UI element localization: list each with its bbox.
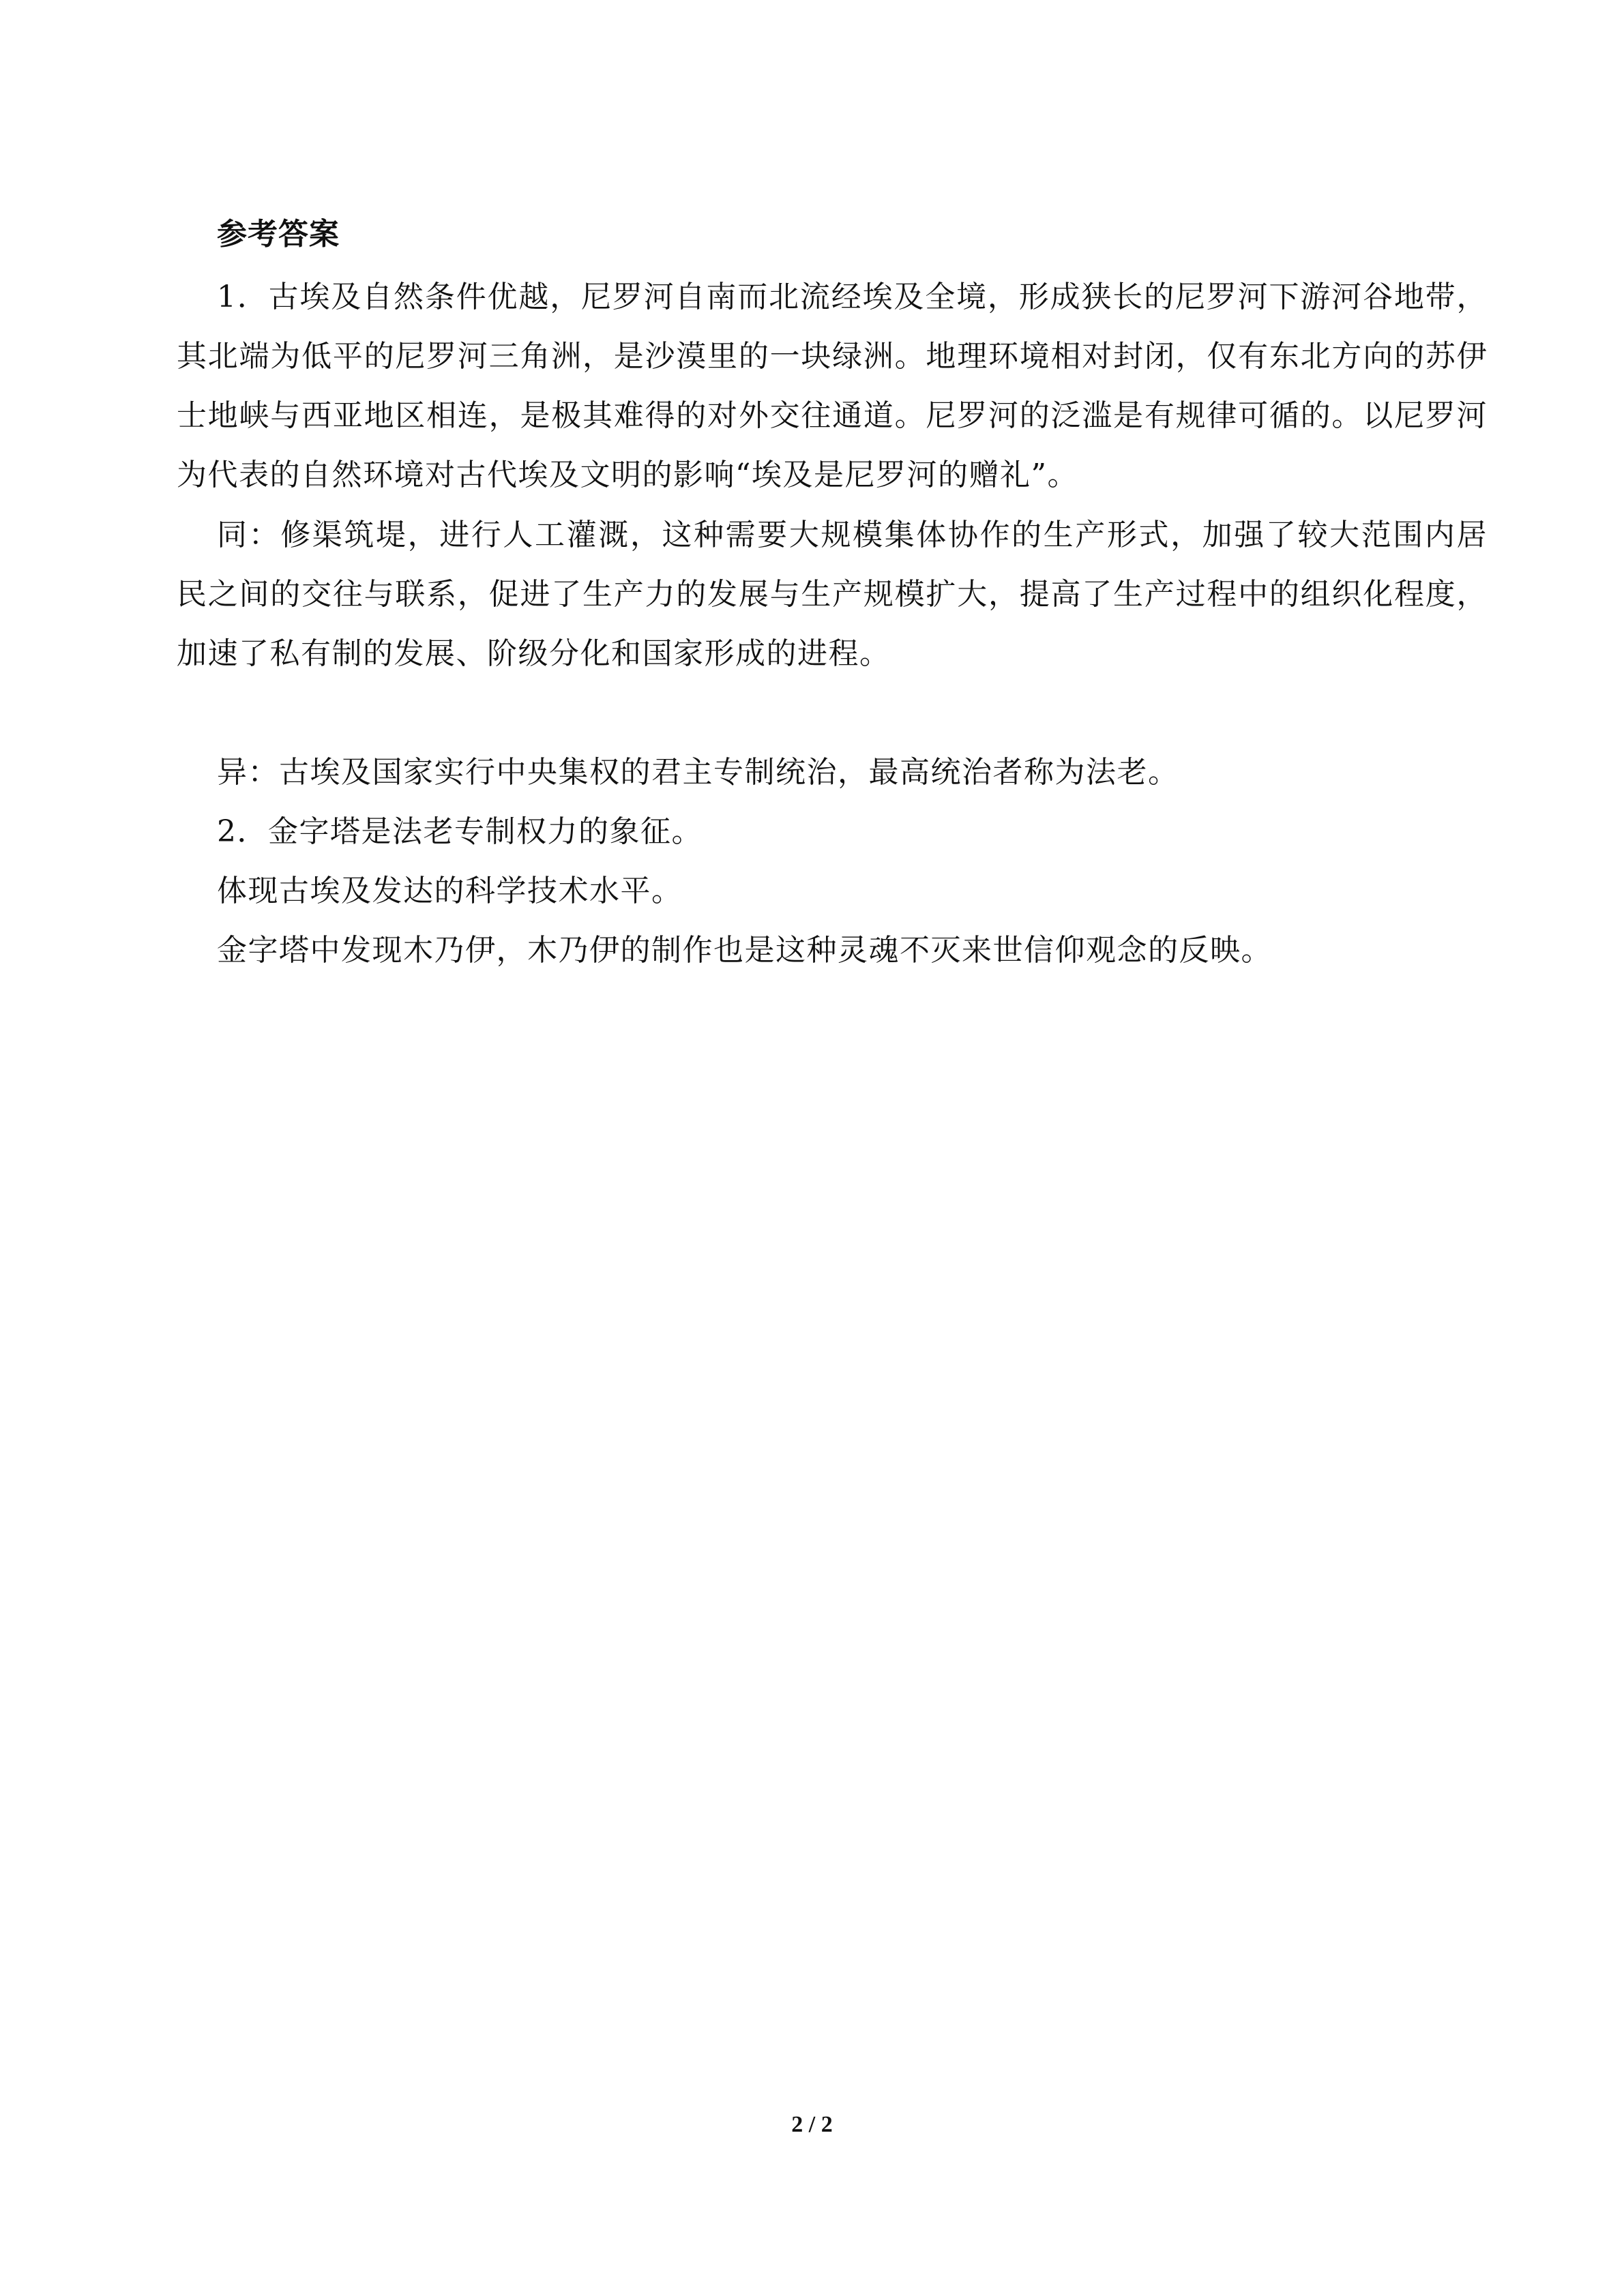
answer-paragraph-1: 1．古埃及自然条件优越，尼罗河自南而北流经埃及全境，形成狭长的尼罗河下游河谷地带，其北端为低平的尼罗河三角洲，是沙漠里的一块绿洲。地理环境相对封闭，仅有东北方向的苏伊士地峡与西亚地区相连，是极其难得的对外交往通道。尼罗河的泛滥是有规律可循的。以尼罗河为代表的自然环境对古代埃及文明的影响“埃及是尼罗河的赠礼”。: [177, 280, 1488, 492]
answer-paragraph-2: 2．金字塔是法老专制权力的象征。: [217, 814, 703, 849]
answer-paragraph-science: 体现古埃及发达的科学技术水平。: [217, 874, 683, 908]
answer-paragraph-similarity: 同：修渠筑堤，进行人工灌溉，这种需要大规模集体协作的生产形式，加强了较大范围内居民之间的交往与联系，促进了生产力的发展与生产规模扩大，提高了生产过程中的组织化程度，加速了私有制的发展、阶级分化和国家形成的进程。: [177, 518, 1488, 671]
answer-paragraph-mummy: 金字塔中发现木乃伊，木乃伊的制作也是这种灵魂不灭来世信仰观念的反映。: [217, 933, 1272, 968]
page-number: 2 / 2: [791, 2112, 833, 2137]
answer-paragraph-difference: 异：古埃及国家实行中央集权的君主专制统治，最高统治者称为法老。: [217, 755, 1179, 790]
answer-heading: 参考答案: [217, 217, 340, 252]
